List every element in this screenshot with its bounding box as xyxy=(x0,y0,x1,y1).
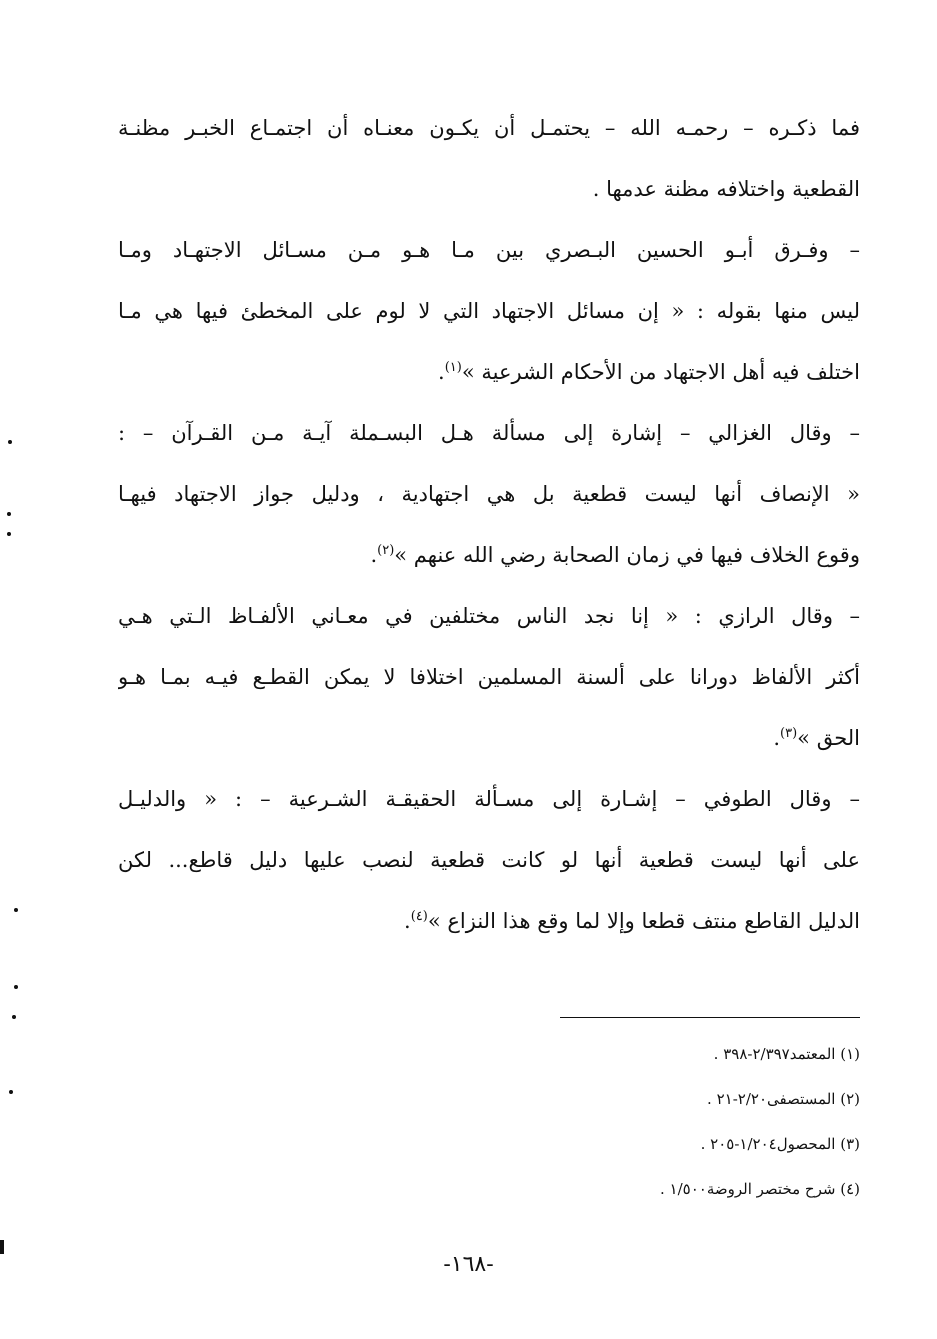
text-line: على أنها ليست قطعية أنها لو كانت قطعية لنصب عليها دليل قاطع... لكن xyxy=(118,848,860,872)
footnote-1: (١) المعتمد٢/٣٩٧-٣٩٨ . xyxy=(713,1045,860,1063)
footnote-separator xyxy=(560,1017,860,1018)
line-end-punctuation: . xyxy=(404,909,411,933)
text-line: فما ذكـره – رحمـه الله – يحتمـل أن يكـون معنـاه أن اجتمـاع الخبـر مظنـة xyxy=(118,116,860,140)
paragraph-2 xyxy=(118,220,860,403)
text-line: أكثر الألفاظ دورانا على ألسنة المسلمين اختلافا لا يمكن القطـع فيـه بمـا هـو xyxy=(118,665,860,689)
text-line: – وفـرق أبـو الحسين البـصري بين مـا هـو مـن مسـائل الاجتهـاد ومـا xyxy=(118,238,860,262)
footnote-marker: (٢) xyxy=(377,543,395,558)
scan-artifact-dot xyxy=(14,908,18,912)
scan-artifact-bar xyxy=(0,1240,4,1254)
footnotes xyxy=(400,1036,860,1216)
scan-artifact-dot xyxy=(7,512,11,516)
scan-artifact-dot xyxy=(14,985,18,989)
text-line: ليس منها بقوله : « إن مسائل الاجتهاد التي لا لوم على المخطئ فيها هي مـا xyxy=(118,299,860,323)
paragraph-1 xyxy=(118,98,860,220)
footnote-marker: (١) xyxy=(444,360,462,375)
line-end-punctuation: . xyxy=(370,543,378,567)
text-line: « الإنصاف أنها ليست قطعية بل هي اجتهادية ، ودليل جواز الاجتهاد فيهـا xyxy=(118,482,860,506)
scan-artifact-dot xyxy=(7,532,11,536)
text-line: – وقال الطوفي – إشـارة إلى مسـألة الحقيقـة الشـرعية – : « والدليـل xyxy=(118,787,860,811)
text-line: – وقال الرازي : « إنا نجد الناس مختلفين في معـاني الألفـاظ الـتي هـي xyxy=(118,604,860,628)
footnote-marker: (٣) xyxy=(780,726,798,741)
paragraph-5 xyxy=(118,769,860,952)
scan-artifact-dot xyxy=(8,440,12,444)
footnote-marker: (٤) xyxy=(410,909,428,924)
scan-artifact-dot xyxy=(12,1015,16,1019)
text-line: وقوع الخلاف فيها في زمان الصحابة رضي الله عنهم » xyxy=(394,543,860,567)
text-line: الدليل القاطع منتف قطعا وإلا لما وقع هذا النزاع » xyxy=(427,909,860,933)
text-line: القطعية واختلافه مظنة عدمها . xyxy=(592,177,860,201)
footnote-4: (٤) شرح مختصر الروضة١/٥٠٠ . xyxy=(660,1180,860,1198)
text-line: – وقال الغزالي – إشارة إلى مسألة هـل البسـملة آيـة مـن القـرآن – : xyxy=(118,421,860,445)
footnote-3: (٣) المحصول١/٢٠٤-٢٠٥ . xyxy=(700,1135,860,1153)
text-line-with-footnote xyxy=(118,525,860,586)
text-line: اختلف فيه أهل الاجتهاد من الأحكام الشرعية » xyxy=(461,360,860,384)
text-line-with-footnote xyxy=(118,708,860,769)
text-line-with-footnote xyxy=(118,891,860,952)
text-line-with-footnote xyxy=(118,342,860,403)
line-end-punctuation: . xyxy=(773,726,781,750)
paragraph-3 xyxy=(118,403,860,586)
text-line: الحق » xyxy=(797,726,860,750)
paragraph-4 xyxy=(118,586,860,769)
line-end-punctuation: . xyxy=(438,360,445,384)
footnote-2: (٢) المستصفى٢/٢٠-٢١ . xyxy=(707,1090,860,1108)
scan-artifact-dot xyxy=(9,1090,13,1094)
page-number: -١٦٨- xyxy=(443,1252,494,1277)
body-text xyxy=(118,98,860,952)
